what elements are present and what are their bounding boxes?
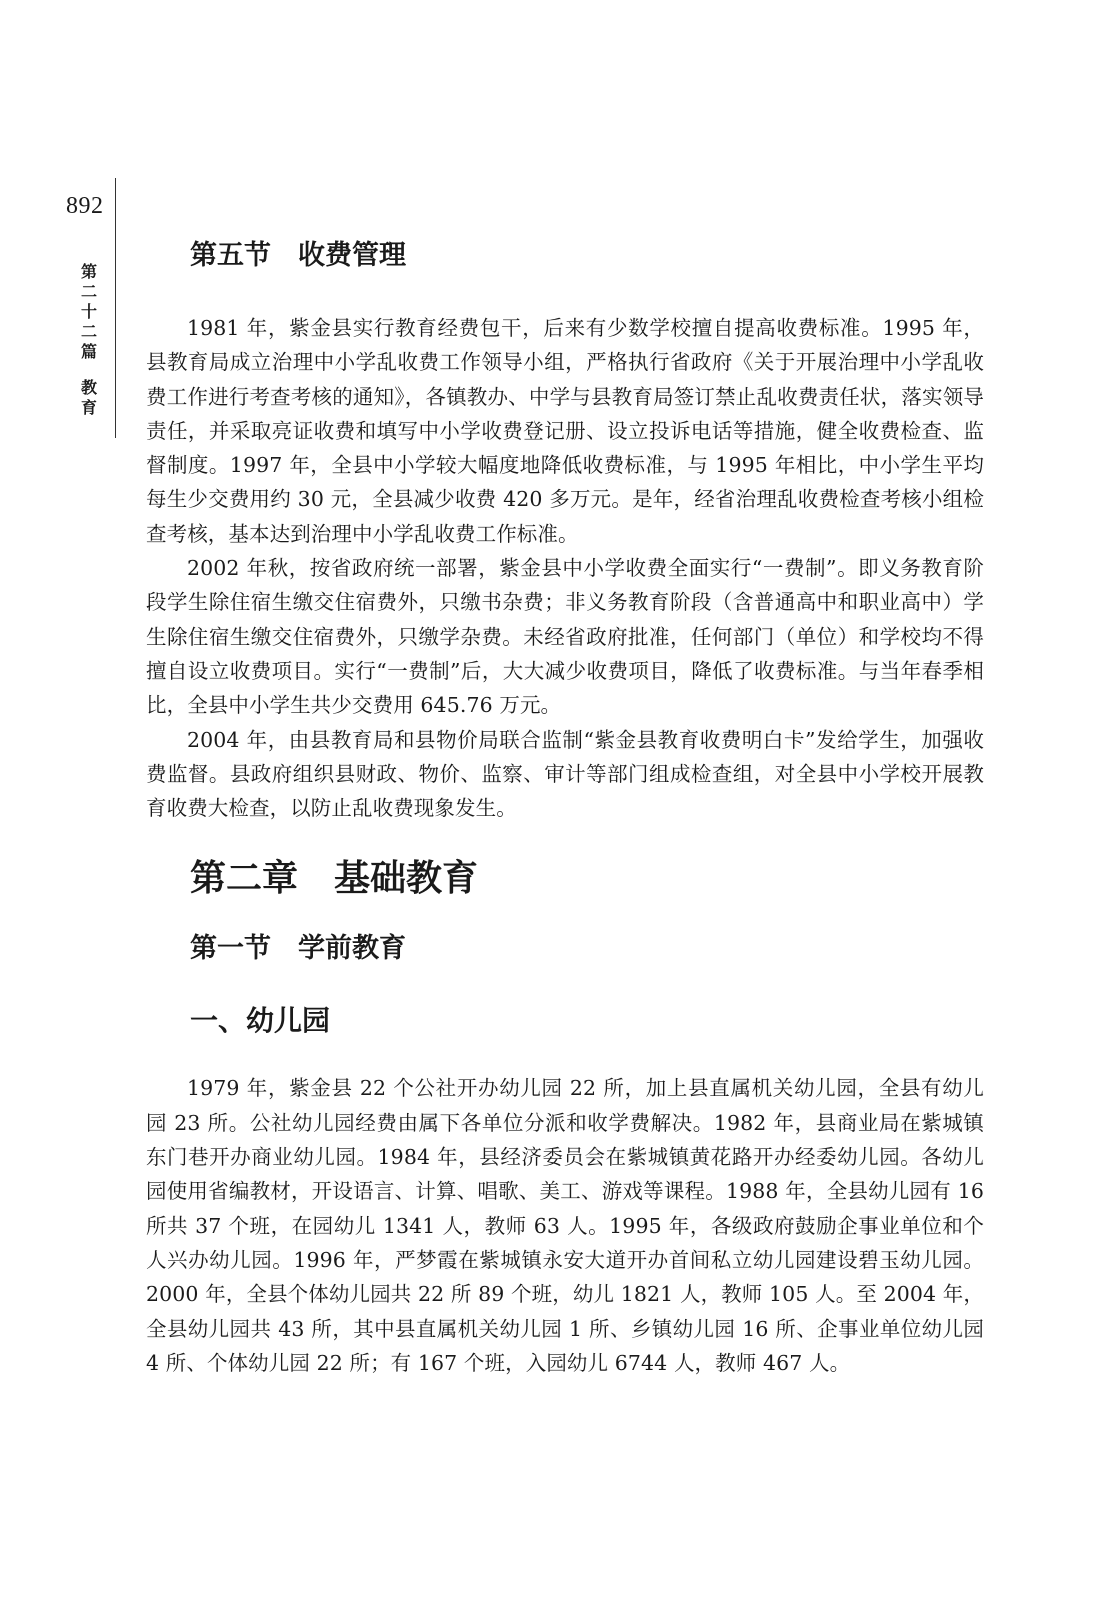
section-title-fee-management: 第五节 收费管理 bbox=[190, 240, 406, 271]
paragraph-1981: 1981 年，紫金县实行教育经费包干，后来有少数学校擅自提高收费标准。1995 年，县教育局成立治理中小学乱收费工作领导小组，严格执行省政府《关于开展治理中小学乱收费工作进行考查考核的通知》，各镇教办、中学与县教育局签订禁止乱收费责任状，落实领导责任，并采取亮证收费和填写中小学收费登记册、设立投诉电话等措施，健全收费检查、监督制度。1997 年，全县中小学较大幅度地降低收费标准，与 1995 年相比，中小学生平均每生少交费用约 30 元，全县减少收费 420 多万元。是年，经省治理乱收费检查考核小组检查考核，基本达到治理中小学乱收费工作标准。 bbox=[146, 316, 984, 546]
running-head-topic-char: 育 bbox=[80, 398, 97, 417]
paragraph-2002: 2002 年秋，按省政府统一部署，紫金县中小学收费全面实行“一费制”。即义务教育阶段学生除住宿生缴交住宿费外，只缴书杂费；非义务教育阶段（含普通高中和职业高中）学生除住宿生缴交住宿费外，只缴学杂费。未经省政府批准，任何部门（单位）和学校均不得擅自设立收费项目。实行“一费制”后，大大减少收费项目，降低了收费标准。与当年春季相比，全县中小学生共少交费用 645.76 万元。 bbox=[146, 556, 984, 718]
chapter-title-basic-education: 第二章 基础教育 bbox=[190, 858, 479, 900]
running-head-part-char: 篇 bbox=[80, 342, 97, 361]
running-head-part-char: 二 bbox=[80, 322, 97, 341]
running-head bbox=[78, 262, 100, 418]
page-number: 892 bbox=[66, 193, 104, 219]
running-head-part-char: 十 bbox=[80, 302, 97, 321]
page-content bbox=[146, 236, 984, 1380]
subsection-title-kindergarten: 一、幼儿园 bbox=[190, 1004, 331, 1038]
running-head-topic-char: 教 bbox=[80, 378, 97, 397]
running-head-part-char: 第 bbox=[80, 262, 97, 281]
running-head-part-char: 二 bbox=[80, 282, 97, 301]
section-title-preschool-education: 第一节 学前教育 bbox=[190, 933, 406, 965]
margin-rule bbox=[115, 178, 116, 438]
paragraph-2004: 2004 年，由县教育局和县物价局联合监制“紫金县教育收费明白卡”发给学生，加强收费监督。县政府组织县财政、物价、监察、审计等部门组成检查组，对全县中小学校开展教育收费大检查，以防止乱收费现象发生。 bbox=[146, 727, 984, 821]
running-head-gap bbox=[78, 362, 100, 378]
paragraph-kindergarten: 1979 年，紫金县 22 个公社开办幼儿园 22 所，加上县直属机关幼儿园，全县有幼儿园 23 所。公社幼儿园经费由属下各单位分派和收学费解决。1982 年，县商业局在紫城镇东门巷开办商业幼儿园。1984 年，县经济委员会在紫城镇黄花路开办经委幼儿园。各幼儿园使用省编教材，开设语言、计算、唱歌、美工、游戏等课程。1988 年，全县幼儿园有 16 所共 37 个班，在园幼儿 1341 人，教师 63 人。1995 年，各级政府鼓励企事业单位和个人兴办幼儿园。1996 年，严梦霞在紫城镇永安大道开办首间私立幼儿园建设碧玉幼儿园。2000 年，全县个体幼儿园共 22 所 89 个班，幼儿 1821 人，教师 105 人。至 2004 年，全县幼儿园共 43 所，其中县直属机关幼儿园 1 所、乡镇幼儿园 16 所、企事业单位幼儿园 4 所、个体幼儿园 22 所；有 167 个班，入园幼儿 6744 人，教师 467 人。 bbox=[146, 1076, 984, 1375]
